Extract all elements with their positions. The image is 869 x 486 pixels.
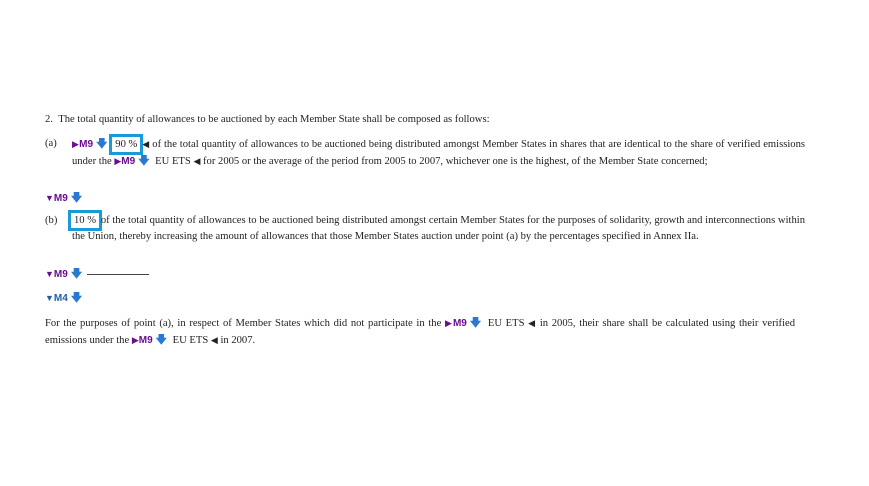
term-eu-ets: EU ETS bbox=[172, 335, 209, 346]
amendment-marker-label: M4 bbox=[53, 293, 68, 304]
amendment-marker-m9[interactable] bbox=[45, 269, 68, 280]
paragraph-2-text: 2. The total quantity of allowances to be auctioned by each Member State shall be composed as follows: bbox=[45, 114, 490, 125]
amendment-marker-m9[interactable] bbox=[132, 335, 153, 346]
left-triangle-icon: ◀ bbox=[142, 140, 150, 150]
paragraph-final-text-1: For the purposes of point (a), in respect of Member States which did not participate in the bbox=[45, 318, 442, 329]
paragraph-a-body bbox=[72, 136, 805, 170]
paragraph-b bbox=[45, 213, 805, 245]
right-triangle-icon: ▶ bbox=[114, 156, 122, 166]
amendment-marker-label: M9 bbox=[53, 269, 68, 280]
down-triangle-icon: ▼ bbox=[45, 193, 54, 203]
right-triangle-icon: ▶ bbox=[444, 318, 453, 328]
amendment-marker-label: M9 bbox=[121, 156, 136, 167]
down-arrow-icon[interactable]: 🡇 bbox=[469, 316, 482, 329]
amendment-marker-label: M9 bbox=[53, 193, 68, 204]
amendment-marker-label: M9 bbox=[79, 139, 94, 150]
amendment-marker-m9[interactable] bbox=[72, 139, 93, 150]
amendment-marker-m9[interactable] bbox=[45, 193, 68, 204]
amendment-marker-m9[interactable] bbox=[445, 318, 467, 329]
down-arrow-icon[interactable]: 🡇 bbox=[70, 291, 83, 304]
paragraph-final-text-3: in 2007. bbox=[220, 335, 256, 346]
paragraph-b-text: of the total quantity of allowances to be auctioned being distributed amongst certain Member States for the purposes of solidarity, growth and interconnections within the Union, thereby increasing the amount of allowances that those Member States auction under point (a) by the percentages specified in Annex IIa. bbox=[72, 215, 805, 242]
highlighted-percent-10: 10 % bbox=[74, 215, 97, 226]
amendment-marker-label: M9 bbox=[452, 318, 467, 329]
amendment-marker-m4[interactable] bbox=[45, 293, 68, 304]
paragraph-2 bbox=[45, 112, 785, 128]
amendment-separator-m9-deleted bbox=[45, 266, 149, 283]
down-arrow-icon[interactable]: 🡇 bbox=[96, 137, 108, 150]
amendment-marker-label: M9 bbox=[138, 335, 153, 346]
right-triangle-icon: ▶ bbox=[72, 139, 80, 149]
paragraph-b-body bbox=[72, 213, 805, 245]
left-triangle-icon: ◀ bbox=[193, 157, 201, 167]
down-arrow-icon[interactable]: 🡇 bbox=[70, 267, 83, 280]
left-triangle-icon: ◀ bbox=[528, 319, 537, 329]
paragraph-a-text-2: for 2005 or the average of the period from 2005 to 2007, whichever one is the highest, of the Member State concerned; bbox=[203, 156, 708, 167]
down-arrow-icon[interactable]: 🡇 bbox=[70, 191, 83, 204]
down-arrow-icon[interactable]: 🡇 bbox=[155, 333, 167, 346]
right-triangle-icon: ▶ bbox=[131, 335, 139, 345]
paragraph-a-text-1: of the total quantity of allowances to be auctioned being distributed amongst Member States in shares that are identical to the share of verified emissions under the bbox=[72, 139, 806, 167]
paragraph-a bbox=[45, 136, 805, 170]
amendment-separator-m9 bbox=[45, 190, 85, 207]
deletion-rule bbox=[87, 274, 149, 275]
paragraph-a-label: (a) bbox=[45, 138, 57, 149]
left-triangle-icon: ◀ bbox=[210, 336, 218, 346]
down-arrow-icon[interactable]: 🡇 bbox=[138, 154, 150, 167]
down-triangle-icon: ▼ bbox=[45, 269, 54, 279]
amendment-separator-m4 bbox=[45, 290, 85, 307]
down-triangle-icon: ▼ bbox=[45, 293, 54, 303]
term-eu-ets: EU ETS bbox=[155, 156, 191, 167]
paragraph-b-label: (b) bbox=[45, 215, 58, 226]
highlighted-percent-90: 90 % bbox=[115, 139, 138, 150]
term-eu-ets: EU ETS bbox=[487, 318, 525, 329]
amendment-marker-m9[interactable] bbox=[114, 156, 135, 167]
paragraph-final bbox=[45, 315, 795, 349]
paragraph-final-text-2: in 2005, their share shall be calculated using their verified emissions under the bbox=[45, 318, 796, 346]
